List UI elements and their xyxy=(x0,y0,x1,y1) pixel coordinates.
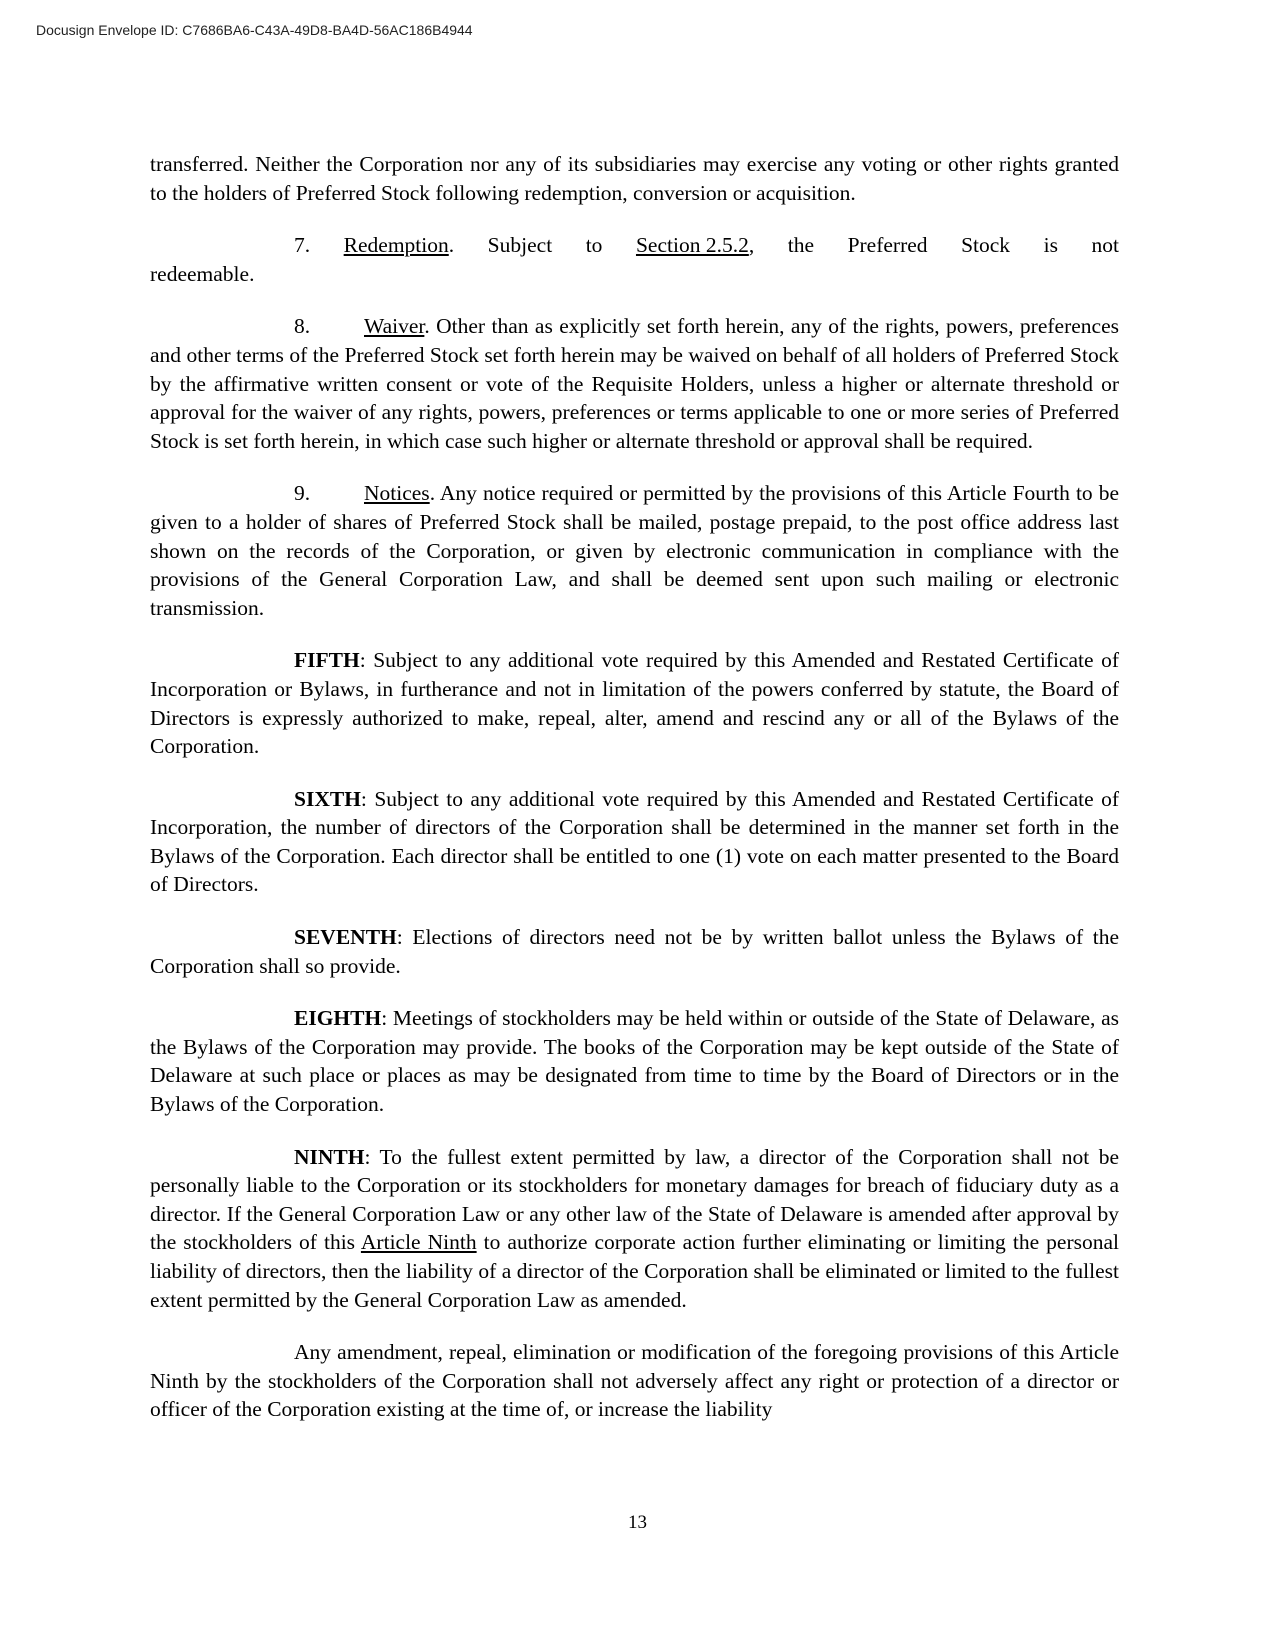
section-9-number: 9. xyxy=(294,481,311,506)
article-sixth-heading: SIXTH xyxy=(294,786,361,811)
section-8-number: 8. xyxy=(294,314,311,339)
article-seventh: SEVENTH: Elections of directors need not be by written ballot unless the Bylaws of the Corporation shall so provide. xyxy=(150,925,1119,978)
article-eighth: EIGHTH: Meetings of stockholders may be held within or outside of the State of Delaware, as the Bylaws of the Corporation may provide. The books of the Corporation may be kept outside of the State of Delaware at such place or places as may be designated from time to time by the Board of Directors or in the Bylaws of the Corporation. xyxy=(150,1006,1119,1117)
section-7-redemption xyxy=(150,231,1119,288)
paragraph-transferred: transferred. Neither the Corporation nor any of its subsidiaries may exercise any voting or other rights granted to the holders of Preferred Stock following redemption, conversion or acquisition. xyxy=(150,152,1119,205)
section-8-heading: Waiver xyxy=(364,314,425,339)
section-7-first-line: 7. Redemption. Subject to Section 2.5.2, the Preferred Stock is not xyxy=(150,231,1119,260)
section-8-waiver: 8. Waiver. Other than as explicitly set forth herein, any of the rights, powers, preferences and other terms of the Preferred Stock set forth herein may be waived on behalf of all holders of Preferred Stock by the affirmative written consent or vote of the Requisite Holders, unless a higher or alternate threshold or approval for the waiver of any rights, powers, preferences or terms applicable to one or more series of Preferred Stock is set forth herein, in which case such higher or alternate threshold or approval shall be required. xyxy=(150,314,1119,453)
amendment-paragraph: Any amendment, repeal, elimination or modification of the foregoing provisions of this Article Ninth by the stockholders of the Corporation shall not adversely affect any right or protection of a director or officer of the Corporation existing at the time of, or increase the liability xyxy=(150,1340,1119,1422)
document-body xyxy=(150,150,1119,1448)
envelope-id-header: Docusign Envelope ID: C7686BA6-C43A-49D8-BA4D-56AC186B4944 xyxy=(36,22,473,38)
section-9-notices: 9. Notices. Any notice required or permitted by the provisions of this Article Fourth to be given to a holder of shares of Preferred Stock shall be mailed, postage prepaid, to the post office address last shown on the records of the Corporation, or given by electronic communication in compliance with the provisions of the General Corporation Law, and shall be deemed sent upon such mailing or electronic transmission. xyxy=(150,481,1119,620)
article-fifth-heading: FIFTH xyxy=(294,648,360,673)
section-7-continuation: redeemable. xyxy=(150,261,255,286)
section-9-heading: Notices xyxy=(364,481,430,506)
section-7-number: 7. xyxy=(294,233,311,258)
article-eighth-heading: EIGHTH xyxy=(294,1006,382,1031)
section-7-heading-group: Redemption. xyxy=(343,233,455,258)
article-ninth-heading: NINTH xyxy=(294,1144,365,1169)
article-seventh-heading: SEVENTH xyxy=(294,925,397,950)
section-2-5-2-ref: Section 2.5.2 xyxy=(635,233,749,258)
article-ninth: NINTH: To the fullest extent permitted by law, a director of the Corporation shall not be personally liable to the Corporation or its stockholders for monetary damages for breach of fiduciary duty as a director. If the General Corporation Law or any other law of the State of Delaware is amended after approval by the stockholders of this Article Ninth to authorize corporate action further eliminating or limiting the personal liability of directors, then the liability of a director of the Corporation shall be eliminated or limited to the fullest extent permitted by the General Corporation Law as amended. xyxy=(150,1144,1119,1312)
page-number: 13 xyxy=(628,1512,647,1533)
section-2-5-2-ref-group: Section 2.5.2, xyxy=(635,233,755,258)
article-fifth: FIFTH: Subject to any additional vote required by this Amended and Restated Certificate of Incorporation or Bylaws, in furtherance and not in limitation of the powers conferred by statute, the Board of Directors is expressly authorized to make, repeal, alter, amend and rescind any or all of the Bylaws of the Corporation. xyxy=(150,648,1119,759)
section-7-heading: Redemption xyxy=(343,233,449,258)
article-sixth: SIXTH: Subject to any additional vote required by this Amended and Restated Certificate of Incorporation, the number of directors of the Corporation shall be determined in the manner set forth in the Bylaws of the Corporation. Each director shall be entitled to one (1) vote on each matter presented to the Board of Directors. xyxy=(150,786,1119,897)
article-ninth-ref: Article Ninth xyxy=(360,1230,477,1255)
